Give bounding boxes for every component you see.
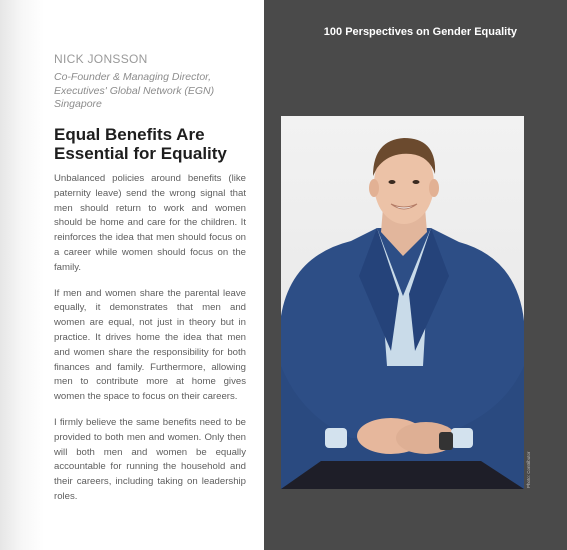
article-headline: Equal Benefits Are Essential for Equality	[54, 125, 227, 163]
author-portrait	[281, 116, 524, 489]
author-role-line: Co-Founder & Managing Director,	[54, 71, 211, 83]
book-title: 100 Perspectives on Gender Equality	[323, 26, 517, 38]
article-paragraph: I firmly believe the same benefits need to be provided to both men and women. Only then will both men and women be equally accountable for running the household and their careers, including taking on leadership roles.	[54, 416, 246, 502]
author-location: Singapore	[54, 98, 102, 110]
portrait-illustration	[281, 116, 524, 489]
author-name: NICK JONSSON	[54, 52, 148, 66]
article-paragraph: Unbalanced policies around benefits (like paternity leave) send the wrong signal that men should return to work and women should be home and care for the children. It reinforces the idea that men should focus on a career while women should focus on the family.	[54, 173, 246, 273]
article-body	[54, 172, 246, 516]
author-role-line: Executives' Global Network (EGN)	[54, 84, 215, 97]
photo-credit: Photo: Contributor	[526, 451, 531, 488]
article-paragraph: If men and women share the parental leave equally, it demonstrates that men and women are equal, not just in theory but in practice. It drives home the idea that men and women share the responsibility for both finances and family. Furthermore, allowing men to contribute more at home gives women the space to focus on their careers.	[54, 287, 246, 403]
author-role	[54, 71, 254, 112]
